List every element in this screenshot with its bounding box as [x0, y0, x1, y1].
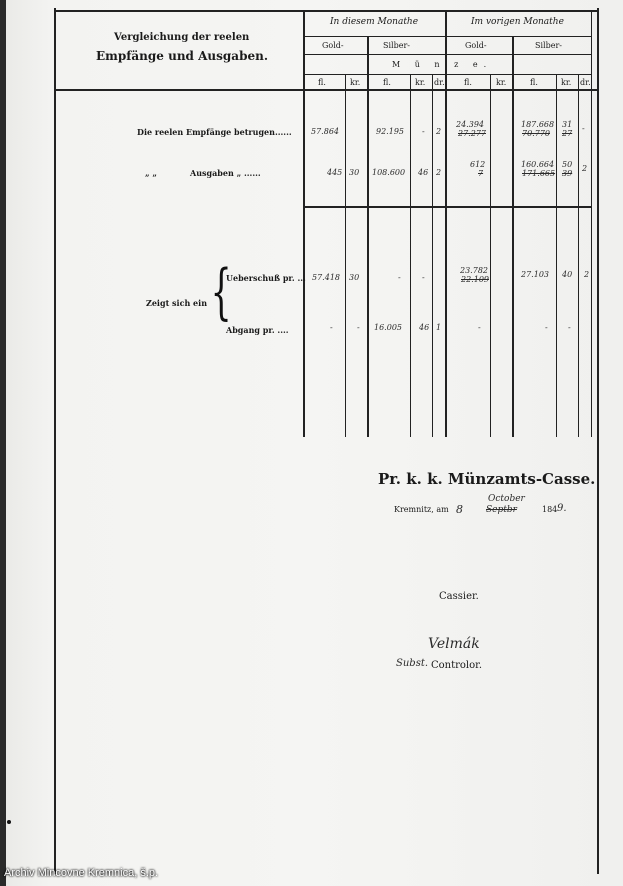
row-label-zeigt: Zeigt sich ein	[146, 298, 208, 308]
header-rule-1	[304, 36, 592, 37]
page-edge-shadow	[0, 0, 6, 886]
table-right-border	[597, 8, 599, 874]
val-aus-this-gold-kr: 30	[349, 168, 360, 177]
val-emp-prev-gold-fl-struck: 27.277	[458, 129, 486, 138]
header-gold-this: Gold-	[322, 41, 344, 50]
val-aus-this-silber-kr: 46	[418, 168, 429, 177]
val-ueb-prev-gold-fl: 23.782	[460, 266, 488, 275]
val-ueb-prev-silber-fl: 27.103	[521, 270, 549, 279]
cassier-label: Cassier.	[439, 591, 479, 602]
header-silber-prev: Silber-	[535, 41, 562, 50]
col-line-silber-kr	[410, 74, 411, 437]
val-aus-prev-silber-kr-struck: 39	[562, 169, 573, 178]
val-aus-prev-silber-dr: 2	[582, 164, 588, 173]
val-aus-this-silber-dr: 2	[436, 168, 442, 177]
val-aus-this-silber-fl: 108.600	[372, 168, 406, 177]
unit-dr-4: dr.	[580, 78, 591, 87]
col-line-months	[445, 12, 447, 437]
val-aus-prev-gold-fl: 612	[470, 160, 486, 169]
unit-fl-3: fl.	[464, 78, 472, 87]
val-abg-prev-gold-fl: -	[478, 323, 481, 332]
val-emp-this-silber-fl: 92.195	[376, 127, 404, 136]
unit-fl-1: fl.	[318, 78, 326, 87]
col-line-silber-dr	[432, 74, 433, 437]
row-label-empfaenge: Die reelen Empfänge betrugen......	[137, 127, 292, 137]
val-ueb-prev-silber-dr: 2	[584, 270, 590, 279]
val-emp-prev-silber-dr: -	[582, 124, 585, 133]
date-year-suffix: 9.	[557, 503, 567, 514]
val-emp-this-silber-dr: 2	[436, 127, 442, 136]
val-ueb-prev-silber-kr: 40	[562, 270, 573, 279]
place-date-prefix: Kremnitz, am	[394, 505, 449, 514]
row-label-ausgaben-quote: „ „	[145, 168, 157, 178]
val-ueb-prev-gold-fl-struck: 22.109	[461, 275, 489, 284]
val-aus-prev-silber-fl-struck: 171.665	[522, 169, 556, 178]
header-rule-2	[304, 54, 592, 55]
unit-kr-1: kr.	[350, 78, 361, 87]
val-emp-prev-silber-fl: 187.668	[521, 120, 555, 129]
val-emp-this-silber-kr: -	[422, 127, 425, 136]
unit-fl-2: fl.	[383, 78, 391, 87]
col-line-right	[591, 12, 592, 437]
header-prev-month: Im vorigen Monathe	[471, 17, 564, 27]
val-emp-this-gold-fl: 57.864	[311, 127, 339, 136]
unit-kr-2: kr.	[415, 78, 426, 87]
val-abg-prev-silber-kr: -	[568, 323, 571, 332]
unit-kr-4: kr.	[561, 78, 572, 87]
val-abg-prev-silber-fl: -	[545, 323, 548, 332]
row-label-ueberschuss: Ueberschuß pr. ...	[226, 273, 306, 283]
totals-rule	[304, 206, 592, 208]
header-silber-this: Silber-	[383, 41, 410, 50]
row-label-abgang: Abgang pr. ....	[226, 325, 289, 335]
val-ueb-this-silber-fl: -	[398, 273, 401, 282]
header-title-line2: Empfänge und Ausgaben.	[96, 49, 269, 63]
val-abg-this-silber-fl: 16.005	[374, 323, 402, 332]
val-abg-this-gold-fl: -	[330, 323, 333, 332]
val-ueb-this-gold-kr: 30	[349, 273, 360, 282]
col-line-main	[303, 12, 305, 437]
val-aus-prev-gold-fl-struck: 7	[478, 169, 484, 178]
header-title-line1: Vergleichung der reelen	[114, 32, 250, 43]
val-emp-prev-silber-kr: 31	[562, 120, 573, 129]
date-day: 8	[456, 503, 463, 516]
val-abg-this-silber-kr: 46	[419, 323, 430, 332]
val-ueb-this-silber-kr: -	[422, 273, 425, 282]
controlor-signature: Velmák	[428, 636, 480, 652]
header-muenze: M ü n z e.	[392, 60, 493, 69]
archive-watermark: Archiv Mincovne Kremnica, š.p.	[4, 867, 159, 879]
val-aus-this-gold-fl: 445	[327, 168, 343, 177]
val-emp-prev-gold-fl: 24.394	[456, 120, 484, 129]
col-line-prev-gold-silber	[512, 36, 514, 437]
val-aus-prev-silber-kr: 50	[562, 160, 573, 169]
unit-fl-4: fl.	[530, 78, 538, 87]
date-month: October	[488, 494, 525, 504]
header-bottom-rule	[56, 89, 597, 91]
val-abg-this-gold-kr: -	[357, 323, 360, 332]
col-line-gold-silber	[367, 36, 369, 437]
header-gold-prev: Gold-	[465, 41, 487, 50]
controlor-prefix: Subst.	[396, 658, 429, 669]
col-line-prev-gold-kr	[490, 74, 491, 437]
office-title: Pr. k. k. Münzamts-Casse.	[378, 470, 596, 488]
curly-brace: {	[210, 257, 232, 327]
unit-dr-2: dr.	[434, 78, 445, 87]
val-emp-prev-silber-kr-struck: 27	[562, 129, 573, 138]
date-year-prefix: 184	[542, 505, 558, 514]
val-aus-prev-silber-fl: 160.664	[521, 160, 555, 169]
margin-mark	[7, 820, 11, 824]
unit-kr-3: kr.	[496, 78, 507, 87]
table-left-border	[54, 8, 56, 874]
header-rule-3	[304, 74, 592, 75]
col-line-gold-kr	[345, 74, 346, 437]
val-ueb-this-gold-fl: 57.418	[312, 273, 340, 282]
date-month-struck: Septbr	[486, 505, 517, 515]
controlor-label: Controlor.	[431, 660, 483, 671]
val-abg-this-silber-dr: 1	[436, 323, 442, 332]
header-this-month: In diesem Monathe	[330, 17, 419, 27]
col-line-prev-silber-kr	[556, 74, 557, 437]
col-line-prev-silber-dr	[578, 74, 579, 437]
row-label-ausgaben: Ausgaben „ ......	[190, 168, 261, 178]
val-emp-prev-silber-fl-struck: 70.770	[522, 129, 550, 138]
table-top-border	[54, 10, 599, 12]
